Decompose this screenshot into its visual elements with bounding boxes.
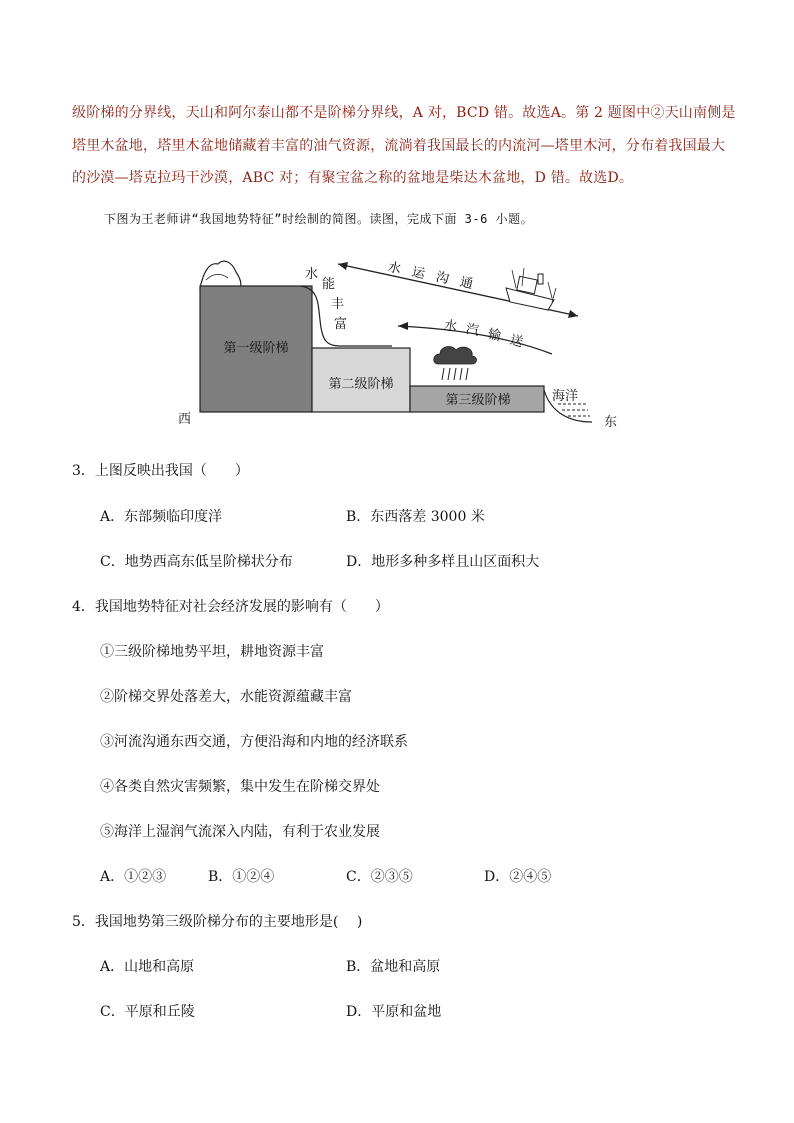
q4-item-2: ②阶梯交界处落差大，水能资源蕴藏丰富 bbox=[100, 689, 352, 705]
hydro-char-3: 丰 bbox=[331, 297, 345, 312]
vapor-char-1: 水 bbox=[442, 318, 458, 335]
answer-line-1: 级阶梯的分界线，天山和阿尔泰山都不是阶梯分界线，A 对，BCD 错。故选A。第 2 题图中②天山南侧是 bbox=[72, 105, 736, 121]
q4-item-3: ③河流沟通东西交通，方便沿海和内地的经济联系 bbox=[100, 734, 408, 750]
hydro-char-2: 能 bbox=[322, 277, 336, 292]
q3-option-c[interactable]: C．地势西高东低呈阶梯状分布 bbox=[100, 554, 293, 570]
water-transport-char-3: 沟 bbox=[434, 269, 451, 288]
q4-option-c[interactable]: C．②③⑤ bbox=[346, 869, 413, 885]
step-3-label: 第三级阶梯 bbox=[445, 393, 511, 408]
vapor-char-3: 输 bbox=[486, 326, 503, 345]
water-transport-char-1: 水 bbox=[386, 259, 403, 278]
q5-option-b[interactable]: B．盆地和高原 bbox=[346, 959, 441, 975]
east-label: 东 bbox=[604, 415, 618, 430]
q4-option-b[interactable]: B．①②④ bbox=[208, 869, 275, 885]
q5-option-d[interactable]: D．平原和盆地 bbox=[346, 1004, 442, 1020]
q4-item-4: ④各类自然灾害频繁，集中发生在阶梯交界处 bbox=[100, 779, 380, 795]
rain-cloud-icon bbox=[434, 347, 477, 380]
q4-option-d[interactable]: D．②④⑤ bbox=[484, 869, 552, 885]
vapor-char-2: 汽 bbox=[464, 322, 481, 340]
q5-option-a[interactable]: A．山地和高原 bbox=[100, 959, 195, 975]
ocean-label: 海洋 bbox=[552, 389, 579, 404]
hydro-char-1: 水 bbox=[305, 267, 319, 282]
step-2-label: 第二级阶梯 bbox=[328, 377, 394, 392]
water-transport-char-4: 通 bbox=[458, 274, 475, 293]
diagram-intro: 下图为王老师讲“我国地势特征”时绘制的简图。读图，完成下面 3-6 小题。 bbox=[104, 212, 534, 226]
ship-icon bbox=[506, 268, 556, 310]
q4-stem: 4．我国地势特征对社会经济发展的影响有（ ） bbox=[72, 599, 389, 615]
vapor-char-4: 送 bbox=[508, 332, 525, 351]
q3-option-a[interactable]: A．东部频临印度洋 bbox=[100, 509, 223, 525]
west-label: 西 bbox=[178, 412, 192, 427]
q5-option-c[interactable]: C．平原和丘陵 bbox=[100, 1004, 195, 1020]
q4-item-5: ⑤海洋上湿润气流深入内陆，有利于农业发展 bbox=[100, 824, 380, 840]
hydro-char-4: 富 bbox=[334, 317, 348, 332]
q5-stem: 5．我国地势第三级阶梯分布的主要地形是( ) bbox=[72, 914, 363, 930]
q4-item-1: ①三级阶梯地势平坦，耕地资源丰富 bbox=[100, 644, 324, 660]
step-1-label: 第一级阶梯 bbox=[223, 341, 289, 356]
answer-line-3: 的沙漠—塔克拉玛干沙漠，ABC 对；有聚宝盆之称的盆地是柴达木盆地，D 错。故选D。 bbox=[72, 170, 634, 186]
water-transport-char-2: 运 bbox=[410, 264, 427, 283]
q4-option-a[interactable]: A．①②③ bbox=[100, 869, 167, 885]
q3-option-d[interactable]: D．地形多种多样且山区面积大 bbox=[346, 554, 540, 570]
terrain-diagram bbox=[0, 240, 794, 440]
answer-line-2: 塔里木盆地，塔里木盆地储藏着丰富的油气资源，流淌着我国最长的内流河—塔里木河，分布着我国最大 bbox=[72, 138, 726, 154]
q3-stem: 3．上图反映出我国（ ） bbox=[72, 463, 249, 479]
q3-option-b[interactable]: B．东西落差 3000 米 bbox=[346, 509, 485, 525]
